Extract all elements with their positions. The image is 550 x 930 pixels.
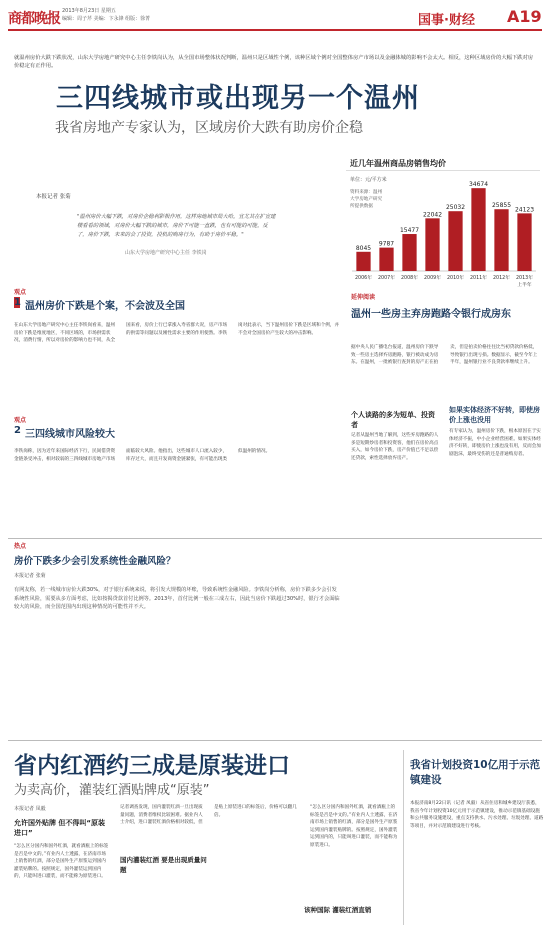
section3-title: 房价下跌多少会引发系统性金融风险？ <box>14 556 176 567</box>
right-brief-body: 本报济南8月22日讯（记者 凤毅）从省住房和城乡建设厅获悉，我省今年计划投资10亿元用于示范镇建设，推动示范镇基础设施和公共服务设施建设，重点支持供水、污水处理、垃圾处理、道路等项目，并对示范镇建设进行考核。 <box>410 801 544 829</box>
section1-tag: 观点 <box>14 289 27 296</box>
side-article-body2: 记者从温州当地了解到，这些弃房跑路的人多是短期炒房者和投资客，他们在房价高点买入，如今房价下跌，房产价值已不足以偿还贷款，索性选择放弃房产。 <box>351 433 439 461</box>
section2-body: 李铁岗称，因为近年来国际经济下行，民间借贷资金链条受冲击，相对较弱的三四线城市房地产市场面临较大风险。他指出，这些城市人口流入较少，库存过大，而且开发商资金链紧张，有可能出现类似温州的情况。 <box>14 449 271 462</box>
chart-bar <box>494 209 508 271</box>
pull-quote: "温州房价大幅下跌，对房价企稳利影极作用，这样房地城市局大哈。宜尤其在扩宣建楼看看的领域，对房价大幅下跌的城市，房价下可能一直跌，也有可能的可能。反了，房价下跌，未来的会了投资，投机的购房行为，有助于房价平稳。" <box>77 214 276 238</box>
chart-bar <box>402 234 416 271</box>
chart-data-label: 15477 <box>399 227 420 235</box>
side-article-body3: 有专家认为，温州房价下跌，根本原因在于实体经济不振，中小企业经营困难。如果实体经济不好转，即使房价上涨也没有用，反而会加剧泡沫，最终受伤的还是普通购房者。 <box>449 429 541 457</box>
section2-number: 2 <box>14 425 21 436</box>
section1-title: 温州房价下跌是个案，不会波及全国 <box>25 301 185 312</box>
main-subheadline: 我省房地产专家认为，区域房价大跌有助房价企稳 <box>55 120 363 136</box>
chart-ylabel: 单位：元/平方米 <box>350 177 387 183</box>
chart-tick-label: 2012年 <box>492 276 511 281</box>
chart-note-line: 大学房地产研究 <box>350 197 383 202</box>
chart-data-label: 9787 <box>378 240 395 248</box>
bottom-byline: 本报记者 凤毅 <box>14 806 46 812</box>
bottom-body1: “怎么区分国内和国外红酒，就看酒瓶上的标签是否是中文的。”有业内人士透露，在济南市场上销售的红酒，部分是国外生产原浆运到国内灌装贴牌的。按照规定，国外灌装运到国内的，只能叫进口灌装，而不能称为原装进口。 <box>14 844 109 880</box>
bottom-headline: 省内红酒约三成是原装进口 <box>14 753 290 779</box>
chart-bar <box>379 248 393 271</box>
chart-tick-label: 2009年 <box>423 276 442 281</box>
page-number: A19 <box>507 7 542 26</box>
chart-svg <box>346 171 540 289</box>
masthead-editors: 编辑：周子芹 美编：卞永锋 组版：徐菁 <box>62 16 151 22</box>
chart-data-label: 22042 <box>422 211 443 219</box>
section1-number: 1 <box>14 297 21 308</box>
chart-data-label: 8045 <box>355 244 372 252</box>
side-article-subhead2: 如果实体经济不好转，即使房价上涨也没用 <box>449 406 540 424</box>
quote-source: 山东大学房地产研究中心主任 李铁岗 <box>125 250 207 256</box>
right-brief-title: 我省计划投资10亿用于示范镇建设 <box>410 759 541 786</box>
chart-bar <box>448 211 462 271</box>
bottom-subhead1: 允许国外贴牌 但不得叫“原装进口” <box>14 819 106 837</box>
chart-data-label: 25032 <box>445 204 466 212</box>
bottom-body2: 记者调查发现，国内灌装红酒一旦出现质量问题，消费者维权比较困难。据业内人士介绍，进口灌装红酒价格相对较低，但是贴上原装进口的标签后，价格可以翻几倍。 <box>120 805 297 826</box>
side-article-title: 温州一些房主弃房跑路令银行成房东 <box>351 309 511 320</box>
section3-body: 有网友称，若一线城市房价大跌30%，对于银行系统来说，将引发大规模的坏账，导致系统性金融风险。李铁岗分析称，房价下跌多少会引发系统性风险，需要从多方面考虑，比如按揭贷款首付比例等。2013年，首付比例一般在三成左右，因此当房价下跌超过30%时，银行才会面临较大的风险，而全国范围内出现这种情况的可能性并不大。 <box>14 587 340 611</box>
bottom-subhead2: 国内灌装红酒 要是出现质量问题 <box>120 856 207 874</box>
section3-tag: 热点 <box>14 543 27 550</box>
section3-byline: 本报记者 张菊 <box>14 573 46 579</box>
main-headline: 三四线城市或出现另一个温州 <box>56 83 420 114</box>
side-article-body: 据中央人民广播电台报道，温州房价下跌导致一些房主选择弃房跑路，银行被动成为房东。在温州，一批被银行查封的房产正在拍卖，但是拍卖价格往往比当初贷款价格低，导致银行出现亏损。数据显示，截至今年上半年，温州银行业不良贷款率继续上升。 <box>351 345 538 366</box>
chart-tick-label: 2013年 <box>515 276 534 281</box>
section-divider <box>8 740 542 741</box>
chart-data-label: 24123 <box>514 206 535 214</box>
side-article-tag: 延伸阅读 <box>351 294 376 301</box>
section1-body: 在山东大学房地产研究中心主任李铁岗看来，温州房价下跌是维度地区，不同区域的，市场供需状况，消费行情，所以对房价的影响力也不同，从全国来看，房价上行已拿涨入寿省群大况，房产市场的供需等问题以及刚性需求主要的作用使然。李铁岗对此表示，当下温州房价下跌是区域和个例，并不会对全国房价产生较大的冲击影响。 <box>14 323 340 344</box>
masthead-meta <box>62 7 182 23</box>
lead-paragraph: 就温州房价大跌下跌状况，山东大学房地产研究中心主任李铁岗认为，从全国市场整体状况判断，温州只是区域性个例，该种区域个例对全国整体房产市场以及金融体城的影响不会太大。相反，这种区域房价的大幅下跌对房价稳定有正作用。 <box>14 55 534 69</box>
chart-tick-label: 2011年 <box>469 276 488 281</box>
chart-tick-label: 2006年 <box>354 276 373 281</box>
section-name: 国事·财经 <box>418 13 475 28</box>
chart-data-label: 25855 <box>491 202 512 210</box>
price-chart <box>346 170 540 288</box>
chart-bar <box>471 188 485 271</box>
chart-title: 近几年温州商品房销售均价 <box>350 159 446 168</box>
chart-note-line: 所提供数据 <box>350 204 373 209</box>
byline: 本报记者 张菊 <box>36 194 71 200</box>
chart-note-line: 资料来源：温州 <box>350 190 383 195</box>
chart-tick-label: 上半年 <box>517 283 532 288</box>
newspaper-logo: 商都晚报 <box>8 11 60 27</box>
section2-title: 三四线城市风险较大 <box>25 429 115 440</box>
chart-bar <box>517 213 531 271</box>
masthead-rule <box>8 29 542 31</box>
column-divider <box>403 750 404 925</box>
chart-bar <box>356 252 370 271</box>
side-article-subhead1: 个人谈路的多为短单、投资者 <box>351 411 435 429</box>
chart-tick-label: 2010年 <box>446 276 465 281</box>
chart-tick-label: 2007年 <box>377 276 396 281</box>
bottom-subhead3: 该种国际 灌装红酒直销 <box>304 906 372 914</box>
section-divider <box>8 538 542 539</box>
chart-data-label: 34674 <box>468 181 489 189</box>
section2-tag: 观点 <box>14 417 27 424</box>
bottom-subheadline: 为卖高价，灌装红酒贴牌成“原装” <box>14 783 210 798</box>
chart-bar <box>425 218 439 271</box>
bottom-body3: “怎么区分国内和国外红酒，就看酒瓶上的标签是否是中文的。”有业内人士透露，在济南市场上销售的红酒，部分是国外生产原浆运到国内灌装贴牌的。按照规定，国外灌装运到国内的，只能叫进口灌装，而不能称为原装进口。 <box>310 805 398 848</box>
masthead-date: 2013年8月23日 星期五 <box>62 8 116 14</box>
chart-tick-label: 2008年 <box>400 276 419 281</box>
